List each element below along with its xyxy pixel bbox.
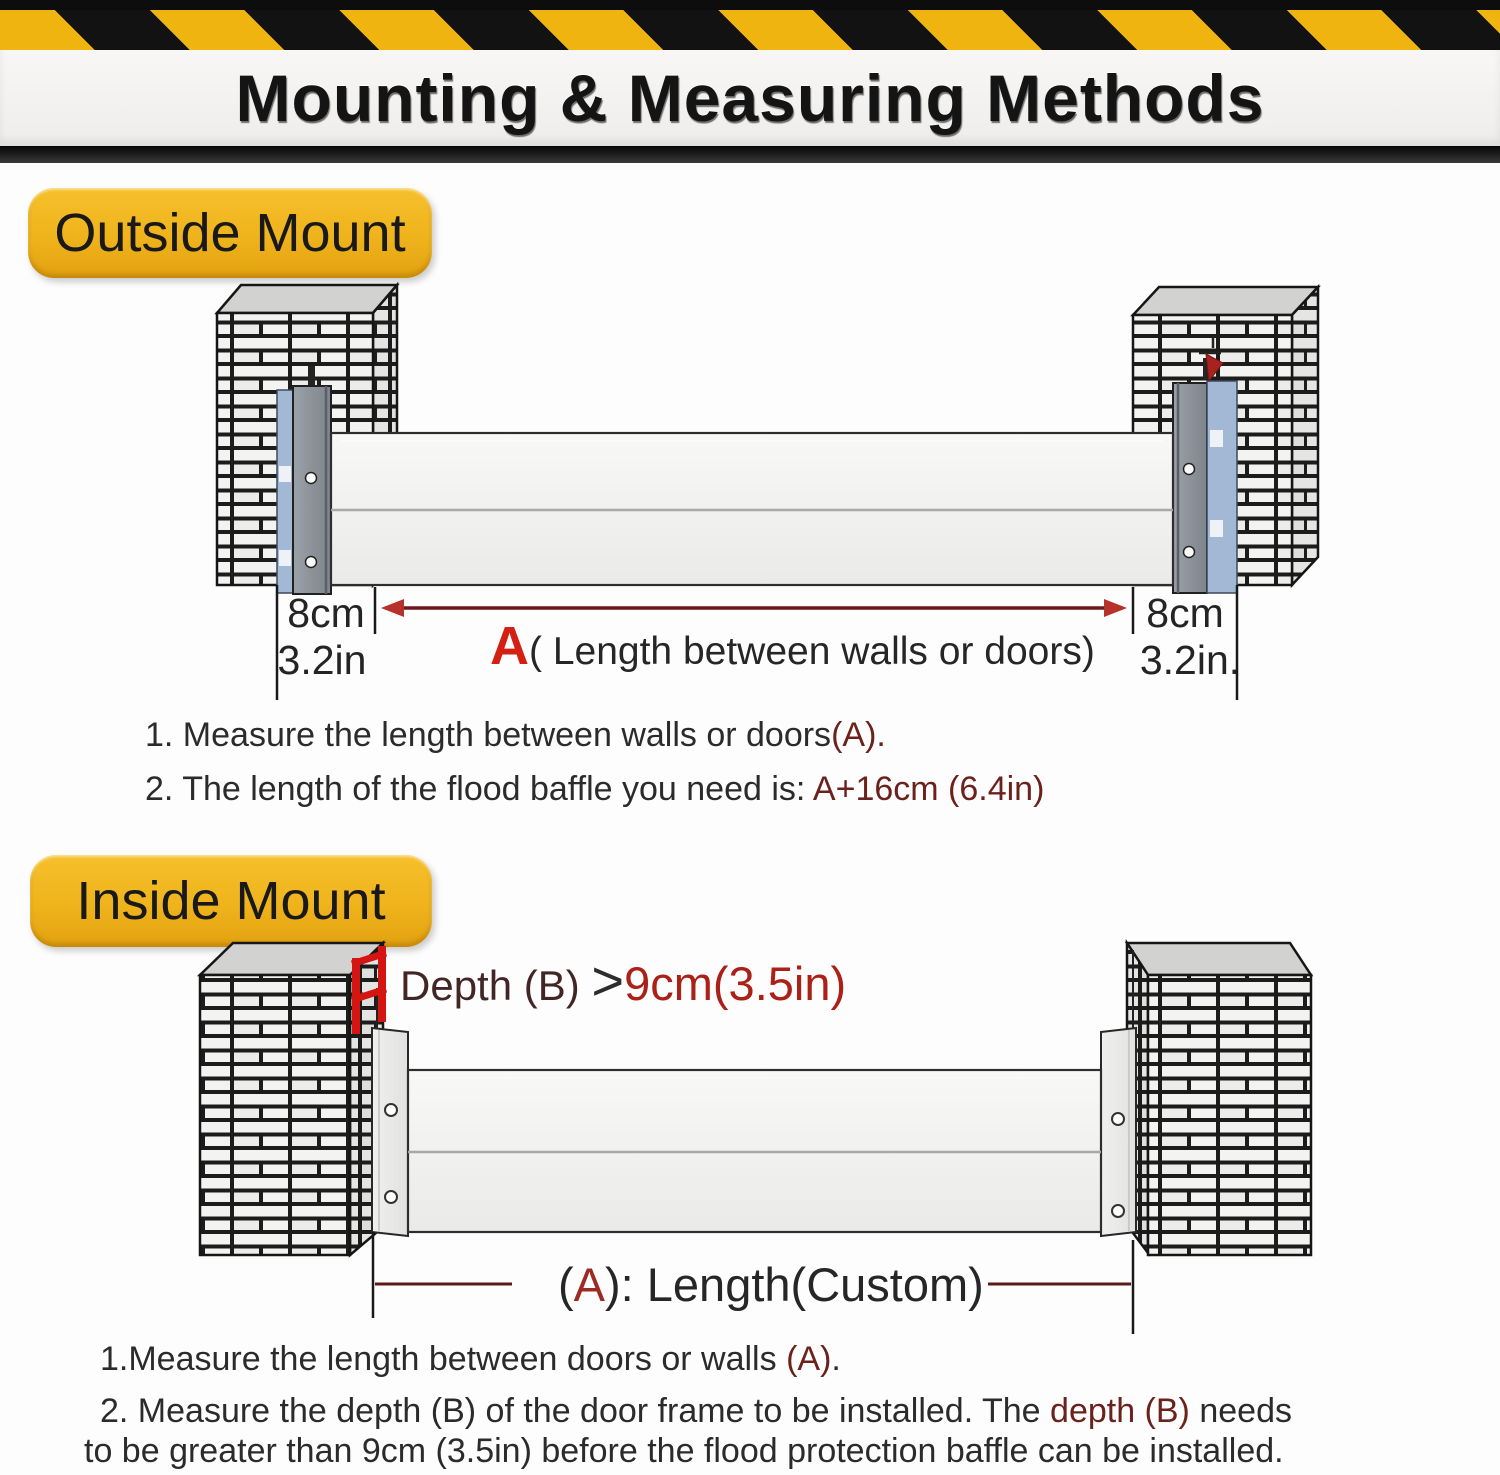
bracket-hole [385,1104,397,1116]
inside-step-1: 1.Measure the length between doors or walls (A). [100,1340,841,1378]
outside-left-bracket [293,386,331,594]
length-annotation: (A): Length(Custom) [558,1258,984,1311]
left-offset-in: 3.2in [277,637,367,683]
bracket-hole [306,557,317,568]
bracket-hole [306,473,317,484]
depth-annotation: Depth (B) >9cm(3.5in) [400,949,847,1012]
bracket-hole [1112,1205,1124,1217]
hazard-stripe-banner [0,10,1500,50]
bracket-hole [1184,547,1195,558]
outside-left-gasket [277,390,293,593]
inside-right-bracket [1101,1028,1136,1236]
right-offset-cm: 8cm [1146,590,1224,636]
inside-mount-diagram [0,930,1500,1340]
outside-flood-barrier [331,433,1173,585]
outside-mount-label [28,188,432,278]
outside-step-2: 2. The length of the flood baffle you need is: A+16cm (6.4in) [145,770,1045,808]
inside-left-bracket [372,1028,408,1236]
inside-flood-barrier [408,1070,1101,1232]
outside-step-1: 1. Measure the length between walls or doors(A). [145,716,886,754]
inside-step-2-line-2: to be greater than 9cm (3.5in) before the flood protection baffle can be installed. [84,1432,1284,1470]
outside-right-gasket [1207,381,1237,593]
outside-mount-diagram [0,278,1500,708]
inside-mount-label-text: Inside Mount [76,871,386,931]
inside-right-pillar [1127,943,1311,1255]
outside-mount-label-text: Outside Mount [54,203,406,263]
right-offset-in: 3.2in. [1139,637,1241,683]
title-underline-bar [0,146,1500,163]
top-black-bar [0,0,1500,10]
span-length-label: A( Length between walls or doors) [490,616,1095,676]
inside-step-2-line-1: 2. Measure the depth (B) of the door frame to be installed. The depth (B) needs [100,1392,1292,1430]
bracket-hole [1112,1113,1124,1125]
bracket-hole [385,1191,397,1203]
outside-right-bracket [1173,383,1207,593]
left-offset-cm: 8cm [287,590,365,636]
title-band [0,50,1500,146]
bracket-hole [1184,464,1195,475]
page-title: Mounting & Measuring Methods [235,61,1265,135]
span-dimension-arrow [381,599,1127,617]
